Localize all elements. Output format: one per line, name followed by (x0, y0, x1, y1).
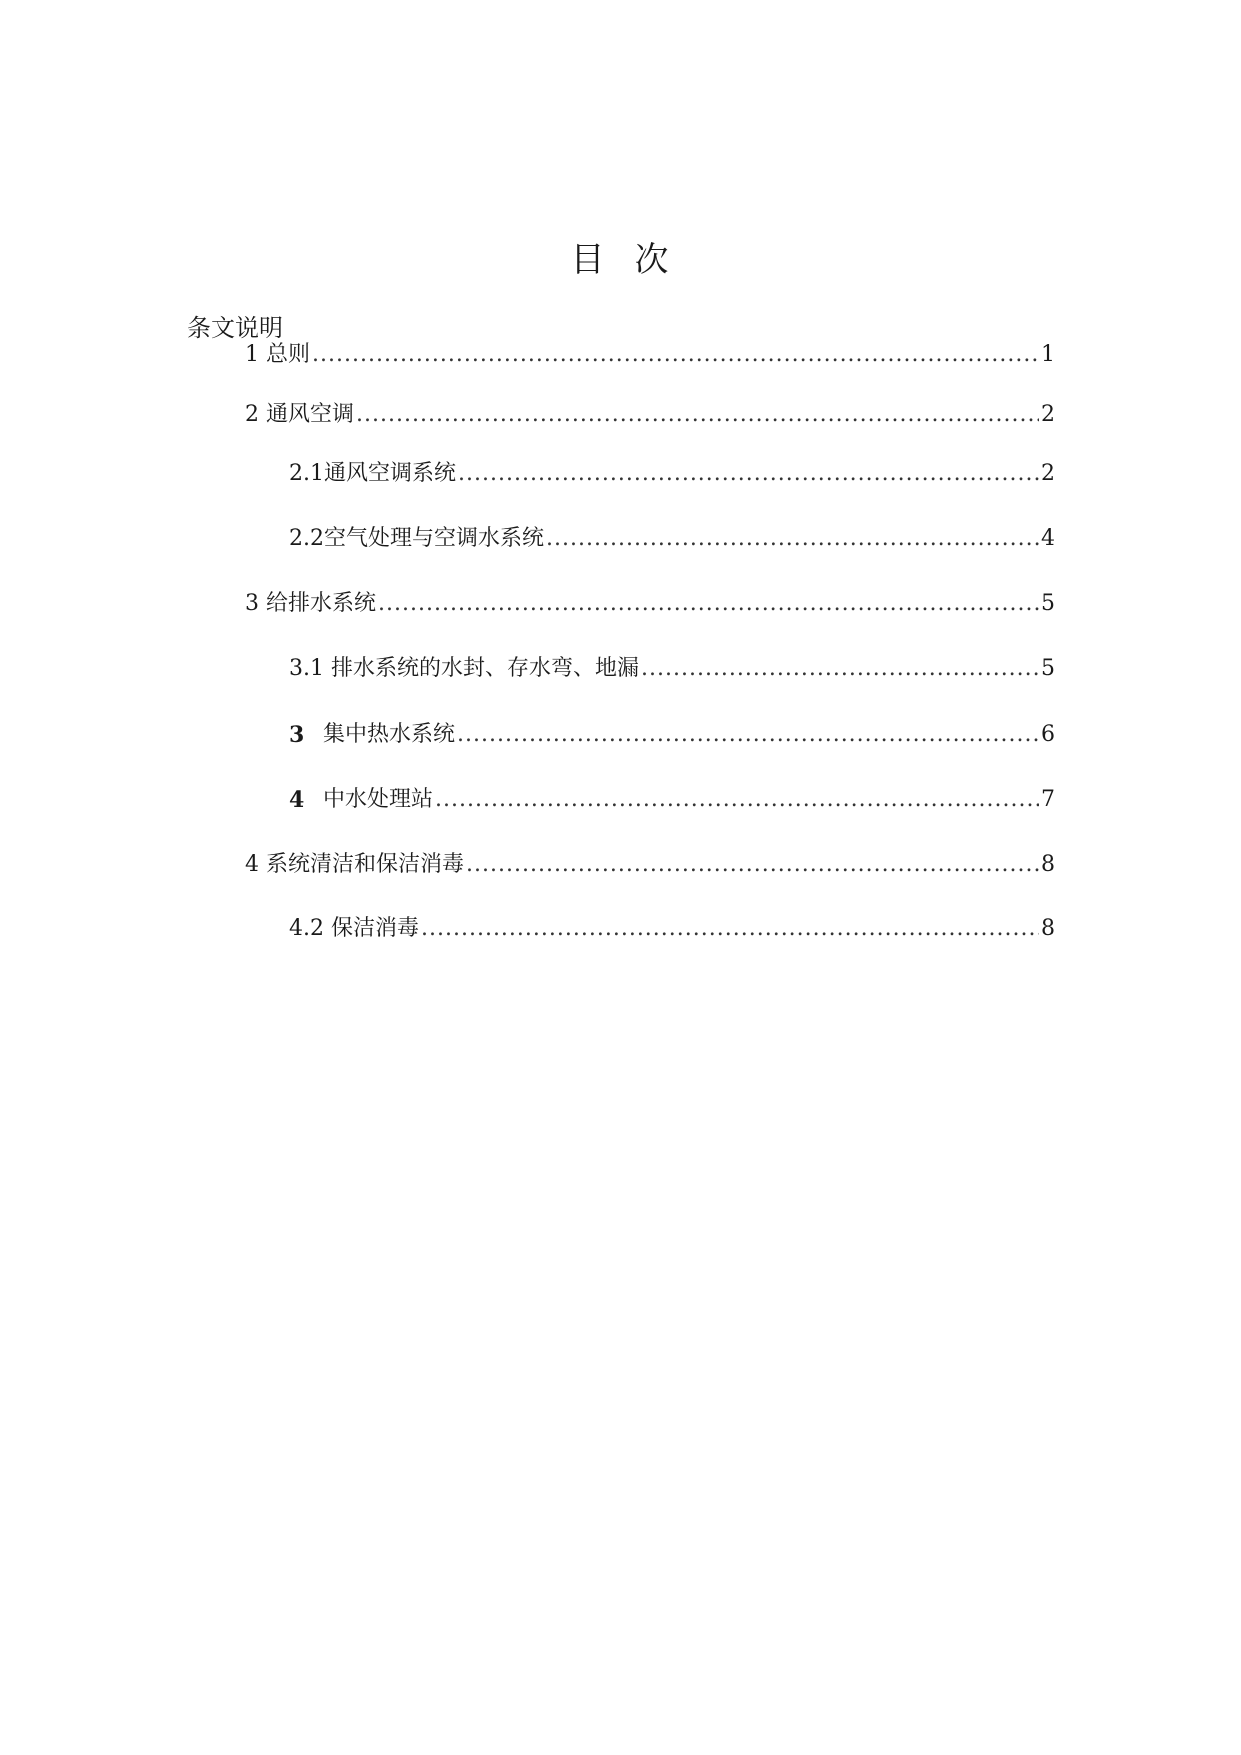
toc-entry-title: 空气处理与空调水系统 (324, 526, 545, 551)
toc-entry-page: 6 (1041, 722, 1055, 747)
page-title (0, 240, 1241, 280)
toc-entry-title: 集中热水系统 (323, 722, 456, 747)
toc-entry-title: 总则 (266, 342, 311, 367)
toc-entry[interactable] (245, 850, 1055, 880)
toc-entry-page: 8 (1041, 916, 1055, 941)
toc-entry[interactable] (245, 400, 1055, 430)
toc-entry-number: 3 (289, 722, 305, 748)
toc-entry-title: 通风空调 (266, 402, 355, 427)
toc-entry[interactable] (245, 589, 1055, 619)
toc-entry-title: 排水系统的水封、存水弯、地漏 (330, 656, 639, 681)
toc-entry-number: 3 (245, 591, 266, 616)
toc-entry-page: 8 (1041, 852, 1055, 877)
toc-entry-page: 4 (1041, 526, 1055, 551)
toc-entry-number: 3.1 (289, 656, 331, 681)
toc-entry[interactable] (289, 459, 1055, 489)
toc-entry-number: 2.2 (289, 526, 324, 551)
toc-leader-dots (466, 850, 1039, 880)
toc-entry-number: 4 (289, 787, 305, 813)
toc-leader-dots (421, 914, 1039, 944)
toc-entry-page: 2 (1041, 461, 1055, 486)
toc-entry-number: 2.1 (289, 461, 324, 486)
toc-entry-title: 保洁消毒 (330, 916, 419, 941)
toc-entry-title: 给排水系统 (266, 591, 377, 616)
toc-entry-title: 系统清洁和保洁消毒 (266, 852, 465, 877)
toc-entry-title: 通风空调系统 (324, 461, 457, 486)
toc-entry[interactable] (289, 914, 1055, 944)
toc-leader-dots (457, 720, 1039, 750)
toc-entry-page: 2 (1041, 402, 1055, 427)
toc-entry[interactable] (289, 654, 1055, 684)
toc-entry-page: 7 (1041, 787, 1055, 812)
toc-entry[interactable] (289, 524, 1055, 554)
title-char-1: 目 (570, 240, 607, 280)
toc-entry-number: 4.2 (289, 916, 331, 941)
toc-entry-page: 5 (1041, 591, 1055, 616)
toc-leader-dots (458, 459, 1039, 489)
toc-entry[interactable] (245, 340, 1055, 370)
toc-entry[interactable] (289, 785, 1055, 815)
toc-entry-number: 1 (245, 342, 266, 367)
toc-entry-number: 2 (245, 402, 266, 427)
toc-leader-dots (356, 400, 1039, 430)
section-heading: 条文说明 (187, 314, 283, 342)
toc-leader-dots (641, 654, 1039, 684)
toc-entry[interactable] (289, 720, 1055, 750)
toc-entry-page: 5 (1041, 656, 1055, 681)
toc-leader-dots (312, 340, 1039, 370)
toc-leader-dots (378, 589, 1039, 619)
toc-leader-dots (546, 524, 1039, 554)
title-char-2: 次 (634, 240, 671, 280)
toc-entry-number: 4 (245, 852, 266, 877)
toc-entry-title: 中水处理站 (323, 787, 434, 812)
toc-leader-dots (435, 785, 1039, 815)
toc-entry-page: 1 (1041, 342, 1055, 367)
